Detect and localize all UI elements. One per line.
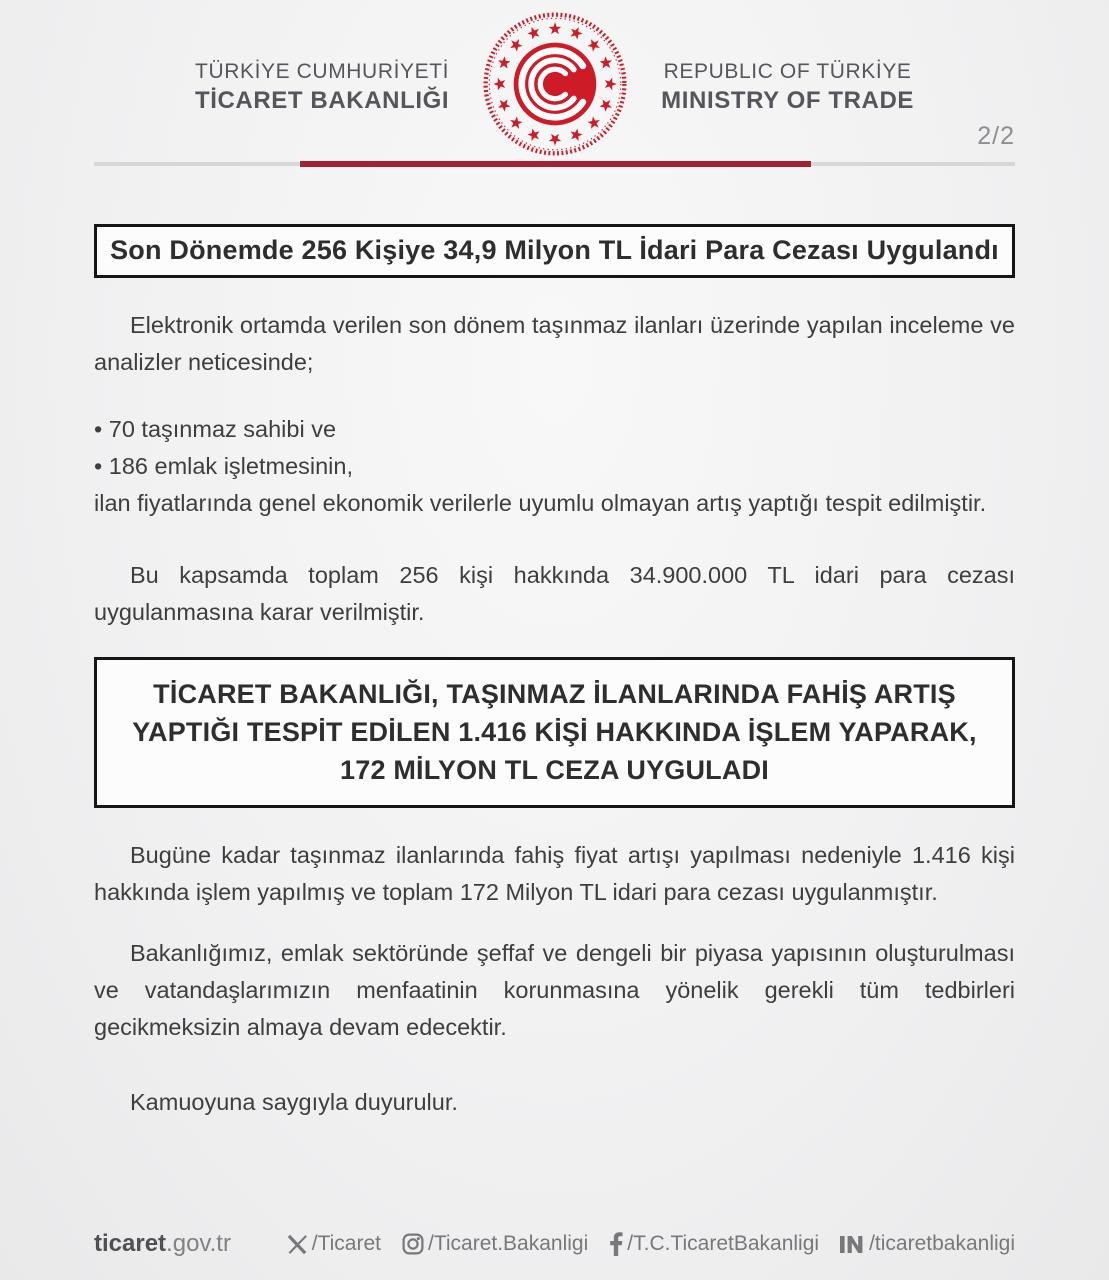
headline-2-line3: 172 MİLYON TL CEZA UYGULADI — [340, 755, 769, 785]
headline-1-text: Son Dönemde 256 Kişiye 34,9 Milyon TL İdari Para Cezası Uygulandı — [110, 235, 999, 265]
ministry-of-trade-emblem-logo — [479, 8, 631, 160]
social-link-instagram[interactable] — [401, 1232, 588, 1256]
nsosyal-icon — [839, 1233, 866, 1256]
ministry-name-tr-line1: TÜRKİYE CUMHURİYETİ — [195, 59, 450, 83]
ministry-name-en-line1: REPUBLIC OF TÜRKİYE — [663, 59, 912, 83]
paragraph-closing: Kamuoyuna saygıyla duyurulur. — [130, 1089, 458, 1115]
x-icon — [286, 1233, 309, 1256]
website-bold-part: ticaret — [94, 1230, 167, 1257]
facebook-icon — [608, 1232, 624, 1256]
social-link-x[interactable] — [286, 1232, 381, 1256]
paragraph-findings: ilan fiyatlarında genel ekonomik verilerle uyumlu olmayan artış yaptığı tespit edilmiştir. — [94, 490, 987, 516]
footer — [0, 1230, 1109, 1258]
findings-block — [94, 411, 1015, 522]
social-links — [286, 1232, 1015, 1256]
website-link[interactable] — [94, 1230, 231, 1258]
instagram-icon — [401, 1232, 425, 1256]
ministry-name-turkish — [195, 57, 449, 116]
social-handle-facebook: /T.C.TicaretBakanligi — [627, 1232, 820, 1255]
social-link-nsosyal[interactable] — [839, 1232, 1015, 1256]
bullet-item-agencies: • 186 emlak işletmesinin, — [94, 453, 354, 479]
ministry-name-en-line2: MINISTRY OF TRADE — [661, 86, 915, 114]
ministry-name-tr-line2: TİCARET BAKANLIĞI — [194, 86, 450, 114]
page-indicator: 2/2 — [977, 122, 1015, 150]
website-rest-part: .gov.tr — [166, 1230, 231, 1257]
progress-bar — [94, 161, 1015, 168]
ministry-name-english — [661, 57, 914, 116]
social-link-facebook[interactable] — [608, 1232, 819, 1256]
social-handle-x: /Ticaret — [311, 1232, 381, 1255]
bullet-item-owners: • 70 taşınmaz sahibi ve — [94, 416, 337, 442]
headline-box-1 — [94, 224, 1015, 278]
social-handle-nsosyal: /ticaretbakanligi — [869, 1232, 1015, 1255]
paragraph-total-penalties: Bugüne kadar taşınmaz ilanlarında fahiş fiyat artışı yapılması nedeniyle 1.416 kişi hakkında işlem yapılmış ve toplam 172 Milyon TL idari para cezası uygulanmıştır. — [94, 842, 1015, 905]
header — [0, 0, 1109, 138]
headline-2-line1: TİCARET BAKANLIĞI, TAŞINMAZ İLANLARINDA FAHİŞ ARTIŞ — [153, 679, 956, 709]
progress-fill — [300, 161, 810, 167]
headline-2-line2: YAPTIĞI TESPİT EDİLEN 1.416 KİŞİ HAKKINDA İŞLEM YAPARAK, — [132, 717, 977, 747]
social-handle-instagram: /Ticaret.Bakanligi — [427, 1232, 589, 1255]
paragraph-commitment: Bakanlığımız, emlak sektöründe şeffaf ve dengeli bir piyasa yapısının oluşturulması ve vatandaşlarımızın menfaatinin korunmasına yönelik gerekli tüm tedbirleri gecikmeksizin almaya devam edecektir. — [94, 940, 1015, 1040]
headline-box-2 — [94, 657, 1015, 808]
paragraph-penalty-decision: Bu kapsamda toplam 256 kişi hakkında 34.900.000 TL idari para cezası uygulanmasına karar verilmiştir. — [94, 562, 1015, 625]
paragraph-intro: Elektronik ortamda verilen son dönem taşınmaz ilanları üzerinde yapılan inceleme ve analizler neticesinde; — [94, 312, 1015, 375]
